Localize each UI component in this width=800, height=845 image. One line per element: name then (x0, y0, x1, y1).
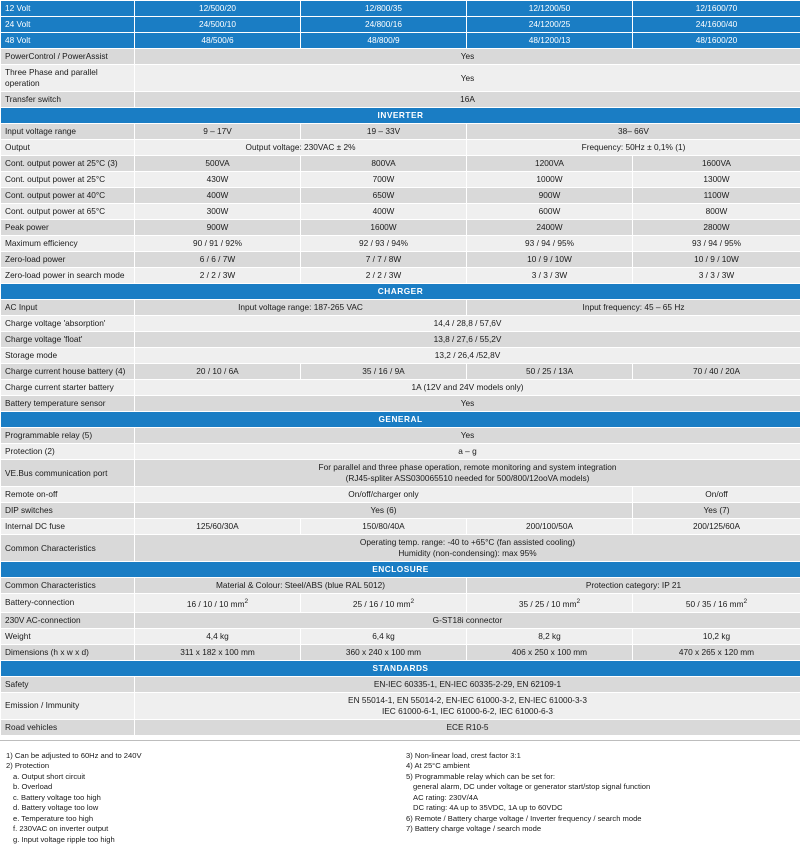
footnote-line: 3) Non-linear load, crest factor 3:1 (406, 751, 794, 762)
row-label: VE.Bus communication port (1, 460, 135, 487)
section-header-standards (1, 660, 800, 676)
table-row (1, 487, 800, 503)
table-row (1, 519, 800, 535)
table-row (1, 1, 800, 17)
row-label: 12 Volt (1, 1, 135, 17)
row-value: 48/500/6 (135, 33, 301, 49)
row-value: 93 / 94 / 95% (633, 236, 800, 252)
row-value: 25 / 16 / 10 $mm^2$ (301, 594, 467, 613)
row-label: Weight (1, 628, 135, 644)
row-value: 1000W (467, 172, 633, 188)
table-row (1, 428, 800, 444)
row-label: Internal DC fuse (1, 519, 135, 535)
row-label: Cont. output power at 25°C (1, 172, 135, 188)
row-value: 300W (135, 204, 301, 220)
row-label: Storage mode (1, 348, 135, 364)
footnote-line: AC rating: 230V/4A (406, 793, 794, 804)
row-value: Material & Colour: Steel/ABS (blue RAL 5012) (135, 578, 467, 594)
row-value: 1600VA (633, 156, 800, 172)
row-value: 360 x 240 x 100 mm (301, 644, 467, 660)
row-value: 800W (633, 204, 800, 220)
row-value: Yes (135, 428, 800, 444)
footnote-line: g. Input voltage ripple too high (6, 835, 394, 845)
row-label: Emission / Immunity (1, 692, 135, 719)
row-value: Protection category: IP 21 (467, 578, 800, 594)
row-label: AC Input (1, 300, 135, 316)
footnote-line: b. Overload (6, 782, 394, 793)
table-row (1, 124, 800, 140)
row-label: DIP switches (1, 503, 135, 519)
row-label: Battery-connection (1, 594, 135, 613)
table-row (1, 92, 800, 108)
row-label: Maximum efficiency (1, 236, 135, 252)
section-title: CHARGER (1, 284, 800, 300)
row-value: 150/80/40A (301, 519, 467, 535)
row-label: 24 Volt (1, 17, 135, 33)
row-label: Cont. output power at 40°C (1, 188, 135, 204)
table-row (1, 535, 800, 562)
row-value: 900W (135, 220, 301, 236)
footnote-line: 4) At 25°C ambient (406, 761, 794, 772)
row-value: On/off (633, 487, 800, 503)
row-value: 24/1200/25 (467, 17, 633, 33)
row-label: Charge current starter battery (1, 380, 135, 396)
footnote-line: c. Battery voltage too high (6, 793, 394, 804)
table-row (1, 444, 800, 460)
table-row (1, 578, 800, 594)
table-row (1, 644, 800, 660)
row-value: 16 / 10 / 10 $mm^2$ (135, 594, 301, 613)
row-value: 92 / 93 / 94% (301, 236, 467, 252)
row-value: 650W (301, 188, 467, 204)
footnote-line: f. 230VAC on inverter output (6, 824, 394, 835)
row-value: Frequency: 50Hz ± 0,1% (1) (467, 140, 800, 156)
row-value: 2400W (467, 220, 633, 236)
table-row (1, 676, 800, 692)
row-label: Remote on-off (1, 487, 135, 503)
footnote-line: 5) Programmable relay which can be set for: (406, 772, 794, 783)
row-value: ECE R10-5 (135, 719, 800, 735)
row-value: 70 / 40 / 20A (633, 364, 800, 380)
row-value: 10 / 9 / 10W (467, 252, 633, 268)
row-label: Charge voltage 'float' (1, 332, 135, 348)
row-value: 1200VA (467, 156, 633, 172)
row-label: Output (1, 140, 135, 156)
section-title: INVERTER (1, 108, 800, 124)
row-value: Operating temp. range: -40 to +65°C (fan assisted cooling) Humidity (non-condensing): max 95% (135, 535, 800, 562)
row-value: 24/800/16 (301, 17, 467, 33)
table-row (1, 594, 800, 613)
row-value: 14,4 / 28,8 / 57,6V (135, 316, 800, 332)
row-value: 400W (301, 204, 467, 220)
row-value: 12/500/20 (135, 1, 301, 17)
row-label: 230V AC-connection (1, 612, 135, 628)
row-label: PowerControl / PowerAssist (1, 49, 135, 65)
row-value: 6 / 6 / 7W (135, 252, 301, 268)
row-value: 50 / 35 / 16 $mm^2$ (633, 594, 800, 613)
row-value: Output voltage: 230VAC ± 2% (135, 140, 467, 156)
row-value: 2 / 2 / 3W (135, 268, 301, 284)
row-label: 48 Volt (1, 33, 135, 49)
row-value: 24/500/10 (135, 17, 301, 33)
row-label: Safety (1, 676, 135, 692)
row-value: G-ST18i connector (135, 612, 800, 628)
row-label: Zero-load power in search mode (1, 268, 135, 284)
table-row (1, 140, 800, 156)
table-row (1, 396, 800, 412)
table-row (1, 17, 800, 33)
row-value: 48/1600/20 (633, 33, 800, 49)
footnotes (0, 745, 800, 845)
row-value: 1100W (633, 188, 800, 204)
footnote-line: 2) Protection (6, 761, 394, 772)
table-row (1, 33, 800, 49)
row-value: 900W (467, 188, 633, 204)
row-value: 700W (301, 172, 467, 188)
row-value: 3 / 3 / 3W (467, 268, 633, 284)
table-row (1, 692, 800, 719)
row-value: 311 x 182 x 100 mm (135, 644, 301, 660)
section-title: STANDARDS (1, 660, 800, 676)
table-row (1, 460, 800, 487)
row-value: For parallel and three phase operation, remote monitoring and system integration (RJ45-spliter ASS030065510 needed for 500/800/12ooVA models) (135, 460, 800, 487)
row-value: 35 / 25 / 10 $mm^2$ (467, 594, 633, 613)
row-value: 2 / 2 / 3W (301, 268, 467, 284)
section-header-charger (1, 284, 800, 300)
row-value: 13,8 / 27,6 / 55,2V (135, 332, 800, 348)
row-value: 19 – 33V (301, 124, 467, 140)
row-value: EN 55014-1, EN 55014-2, EN-IEC 61000-3-2, EN-IEC 61000-3-3 IEC 61000-6-1, IEC 61000-6-2, IEC 61000-6-3 (135, 692, 800, 719)
row-value: 12/800/35 (301, 1, 467, 17)
section-title: GENERAL (1, 412, 800, 428)
row-value: 1A (12V and 24V models only) (135, 380, 800, 396)
row-value: 48/800/9 (301, 33, 467, 49)
spec-table-body (1, 1, 800, 736)
table-row (1, 364, 800, 380)
table-row (1, 300, 800, 316)
row-label: Dimensions (h x w x d) (1, 644, 135, 660)
row-value: 470 x 265 x 120 mm (633, 644, 800, 660)
row-value: 1600W (301, 220, 467, 236)
row-value: 4,4 kg (135, 628, 301, 644)
row-value: a – g (135, 444, 800, 460)
table-row (1, 719, 800, 735)
table-row (1, 188, 800, 204)
row-label: Battery temperature sensor (1, 396, 135, 412)
table-row (1, 172, 800, 188)
row-label: Protection (2) (1, 444, 135, 460)
footnote-line: 7) Battery charge voltage / search mode (406, 824, 794, 835)
row-value: 10,2 kg (633, 628, 800, 644)
row-label: Input voltage range (1, 124, 135, 140)
section-title: ENCLOSURE (1, 562, 800, 578)
row-value: 9 – 17V (135, 124, 301, 140)
row-label: Programmable relay (5) (1, 428, 135, 444)
footnote-line: a. Output short circuit (6, 772, 394, 783)
table-row (1, 503, 800, 519)
table-row (1, 628, 800, 644)
table-row (1, 612, 800, 628)
table-row (1, 204, 800, 220)
row-label: Charge voltage 'absorption' (1, 316, 135, 332)
row-value: 50 / 25 / 13A (467, 364, 633, 380)
row-value: EN-IEC 60335-1, EN-IEC 60335-2-29, EN 62109-1 (135, 676, 800, 692)
row-value: Yes (6) (135, 503, 633, 519)
row-value: Yes (135, 49, 800, 65)
footnotes-left-column (0, 751, 400, 845)
row-value: 125/60/30A (135, 519, 301, 535)
footnote-line: 1) Can be adjusted to 60Hz and to 240V (6, 751, 394, 762)
row-value: 93 / 94 / 95% (467, 236, 633, 252)
row-value: 600W (467, 204, 633, 220)
footnotes-right-column (400, 751, 800, 845)
section-header-inverter (1, 108, 800, 124)
table-row (1, 316, 800, 332)
table-row (1, 380, 800, 396)
section-header-enclosure (1, 562, 800, 578)
table-row (1, 65, 800, 92)
row-value: 20 / 10 / 6A (135, 364, 301, 380)
row-value: 200/100/50A (467, 519, 633, 535)
table-row (1, 220, 800, 236)
row-value: 800VA (301, 156, 467, 172)
row-value: Input voltage range: 187-265 VAC (135, 300, 467, 316)
table-row (1, 348, 800, 364)
row-value: 1300W (633, 172, 800, 188)
row-label: Charge current house battery (4) (1, 364, 135, 380)
row-value: Input frequency: 45 – 65 Hz (467, 300, 800, 316)
row-label: Transfer switch (1, 92, 135, 108)
section-header-general (1, 412, 800, 428)
row-label: Peak power (1, 220, 135, 236)
footnote-line: 6) Remote / Battery charge voltage / Inverter frequency / search mode (406, 814, 794, 825)
row-value: 13,2 / 26,4 /52,8V (135, 348, 800, 364)
row-value: 2800W (633, 220, 800, 236)
row-label: Common Characteristics (1, 535, 135, 562)
footnote-line: DC rating: 4A up to 35VDC, 1A up to 60VDC (406, 803, 794, 814)
row-value: 400W (135, 188, 301, 204)
row-value: 12/1200/50 (467, 1, 633, 17)
row-value: 24/1600/40 (633, 17, 800, 33)
row-value: 35 / 16 / 9A (301, 364, 467, 380)
row-value: 38– 66V (467, 124, 800, 140)
notes-divider (0, 740, 800, 741)
row-value: 16A (135, 92, 800, 108)
row-value: 6,4 kg (301, 628, 467, 644)
footnote-line: general alarm, DC under voltage or generator start/stop signal function (406, 782, 794, 793)
row-value: 500VA (135, 156, 301, 172)
table-row (1, 236, 800, 252)
table-row (1, 156, 800, 172)
row-value: 3 / 3 / 3W (633, 268, 800, 284)
row-label: Road vehicles (1, 719, 135, 735)
table-row (1, 252, 800, 268)
row-value: Yes (7) (633, 503, 800, 519)
row-value: 90 / 91 / 92% (135, 236, 301, 252)
footnote-line: d. Battery voltage too low (6, 803, 394, 814)
row-value: On/off/charger only (135, 487, 633, 503)
table-row (1, 332, 800, 348)
row-label: Cont. output power at 25°C (3) (1, 156, 135, 172)
row-label: Zero-load power (1, 252, 135, 268)
table-row (1, 49, 800, 65)
row-value: 8,2 kg (467, 628, 633, 644)
row-value: 200/125/60A (633, 519, 800, 535)
row-value: 12/1600/70 (633, 1, 800, 17)
row-label: Common Characteristics (1, 578, 135, 594)
row-value: 48/1200/13 (467, 33, 633, 49)
row-value: 430W (135, 172, 301, 188)
row-label: Three Phase and parallel operation (1, 65, 135, 92)
row-value: 7 / 7 / 8W (301, 252, 467, 268)
row-value: Yes (135, 396, 800, 412)
footnote-line: e. Temperature too high (6, 814, 394, 825)
row-label: Cont. output power at 65°C (1, 204, 135, 220)
row-value: 10 / 9 / 10W (633, 252, 800, 268)
table-row (1, 268, 800, 284)
row-value: Yes (135, 65, 800, 92)
row-value: 406 x 250 x 100 mm (467, 644, 633, 660)
